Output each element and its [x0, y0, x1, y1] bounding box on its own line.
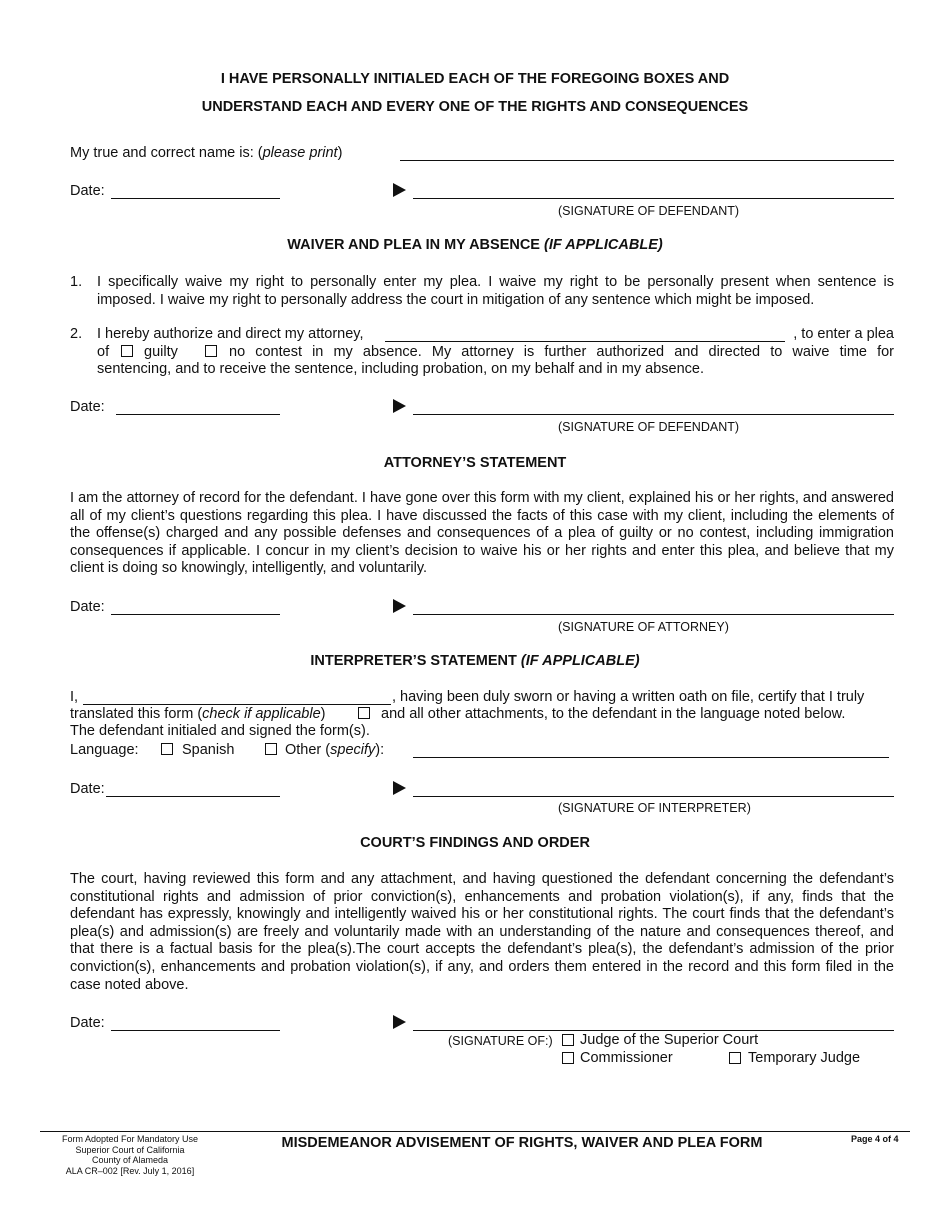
judge-label: Judge of the Superior Court: [580, 1032, 759, 1048]
name-label: My true and correct name is: (please print): [70, 145, 343, 161]
footer-rule: [40, 1131, 910, 1132]
date-label: Date:: [70, 781, 105, 797]
item-1-number: 1.: [70, 274, 83, 290]
interpreter-signature-caption: (SIGNATURE OF INTERPRETER): [558, 801, 751, 815]
signature-of-caption: (SIGNATURE OF:): [448, 1034, 553, 1048]
item-2-line-b: , to enter a plea: [793, 326, 894, 342]
temporary-judge-checkbox[interactable]: [729, 1052, 741, 1064]
court-signature-field[interactable]: [413, 1030, 894, 1031]
attorney-name-field[interactable]: [385, 341, 785, 342]
date-label: Date:: [70, 183, 105, 199]
item-2-nocontest: no contest in my absence. My attorney is further authorized and directed to waive time for: [229, 344, 894, 360]
arrow-icon: [393, 183, 406, 197]
date-field[interactable]: [111, 1030, 280, 1031]
item-2-line-a: I hereby authorize and direct my attorney,: [97, 326, 364, 342]
arrow-icon: [393, 781, 406, 795]
heading-line-2: UNDERSTAND EACH AND EVERY ONE OF THE RIGHTS AND CONSEQUENCES: [201, 99, 749, 115]
guilty-label: guilty: [144, 344, 178, 360]
interpreter-line-1: , having been duly sworn or having a written oath on file, certify that I truly: [392, 689, 865, 705]
attorney-signature-field[interactable]: [413, 614, 894, 615]
other-language-field[interactable]: [413, 757, 889, 758]
defendant-signature-field[interactable]: [413, 414, 894, 415]
spanish-label: Spanish: [182, 742, 235, 758]
guilty-checkbox[interactable]: [121, 345, 133, 357]
commissioner-label: Commissioner: [580, 1050, 673, 1066]
translated-checkbox[interactable]: [358, 707, 370, 719]
item-2-number: 2.: [70, 326, 83, 342]
language-label: Language:: [70, 742, 139, 758]
other-language-label: Other (specify):: [285, 742, 385, 758]
item-1-text: I specifically waive my right to personally enter my plea. I waive my right to be personally present when sentence is imposed. I waive my right to personally address the court in mitigation of any sentence which might be imposed.: [97, 274, 894, 308]
interpreter-name-field[interactable]: [83, 704, 391, 705]
waiver-title: WAIVER AND PLEA IN MY ABSENCE (IF APPLICABLE): [287, 237, 663, 253]
commissioner-checkbox[interactable]: [562, 1052, 574, 1064]
date-label: Date:: [70, 599, 105, 615]
date-field[interactable]: [106, 796, 280, 797]
item-2-of: of: [97, 344, 110, 360]
page-number: Page 4 of 4: [851, 1134, 899, 1144]
defendant-signature-caption: (SIGNATURE OF DEFENDANT): [558, 420, 740, 434]
court-title: COURT’S FINDINGS AND ORDER: [360, 835, 590, 851]
judge-checkbox[interactable]: [562, 1034, 574, 1046]
heading-line-1: I HAVE PERSONALLY INITIALED EACH OF THE FOREGOING BOXES AND: [220, 71, 730, 87]
attorney-text: I am the attorney of record for the defendant. I have gone over this form with my client, explained his or her rights, and answered all of my client’s questions regarding this plea. I have discussed the facts of this case with my client, including the elements of the offense(s) charged and any possible defenses and consequences of a plea of guilty or no contest, including immigration consequences if applicable. I concur in my client’s decision to waive his or her rights and enter this plea, and believe that my client is doing so knowingly, intelligently, and voluntarily.: [70, 490, 894, 577]
date-field[interactable]: [111, 614, 280, 615]
arrow-icon: [393, 1015, 406, 1029]
other-language-checkbox[interactable]: [265, 743, 277, 755]
name-field[interactable]: [400, 160, 894, 161]
interpreter-line-2c: and all other attachments, to the defendant in the language noted below.: [381, 706, 846, 722]
attorney-signature-caption: (SIGNATURE OF ATTORNEY): [558, 620, 729, 634]
interpreter-title: INTERPRETER’S STATEMENT (IF APPLICABLE): [310, 653, 640, 669]
date-field[interactable]: [111, 198, 280, 199]
temporary-judge-label: Temporary Judge: [748, 1050, 861, 1066]
court-text: The court, having reviewed this form and any attachment, and having questioned the defendant concerning the defendant’s constitutional rights and admission of prior conviction(s), enhancements and probation violation(s), if any, finds that the defendant has expressly, knowingly and intelligently waived his or her constitutional rights. The court finds that the defendant’s plea(s) and admission(s) are freely and voluntarily made with an understanding of the nature and consequences thereof, and that there is a factual basis for the plea(s).The court accepts the defendant’s plea(s), the defendant’s admission of the prior conviction(s), enhancements and probation violation(s), if any, and orders them entered in the record and this form filed in the case noted above.: [70, 871, 894, 993]
interpreter-line-2a: translated this form (check if applicable): [70, 706, 326, 722]
no-contest-checkbox[interactable]: [205, 345, 217, 357]
interpreter-i-label: I,: [70, 689, 79, 705]
date-field[interactable]: [116, 414, 280, 415]
interpreter-signature-field[interactable]: [413, 796, 894, 797]
spanish-checkbox[interactable]: [161, 743, 173, 755]
date-label: Date:: [70, 399, 105, 415]
date-label: Date:: [70, 1015, 105, 1031]
arrow-icon: [393, 399, 406, 413]
footer-form-title: MISDEMEANOR ADVISEMENT OF RIGHTS, WAIVER AND PLEA FORM: [281, 1135, 763, 1151]
footer-form-info: Form Adopted For Mandatory Use Superior Court of California County of Alameda ALA CR–002 [Rev. July 1, 2016]: [61, 1134, 199, 1176]
defendant-signature-caption: (SIGNATURE OF DEFENDANT): [558, 204, 740, 218]
arrow-icon: [393, 599, 406, 613]
defendant-signature-field[interactable]: [413, 198, 894, 199]
item-2-line-c: sentencing, and to receive the sentence, including probation, on my behalf and in my absence.: [97, 361, 704, 377]
interpreter-line-3: The defendant initialed and signed the form(s).: [70, 723, 370, 739]
attorney-title: ATTORNEY’S STATEMENT: [383, 455, 567, 471]
